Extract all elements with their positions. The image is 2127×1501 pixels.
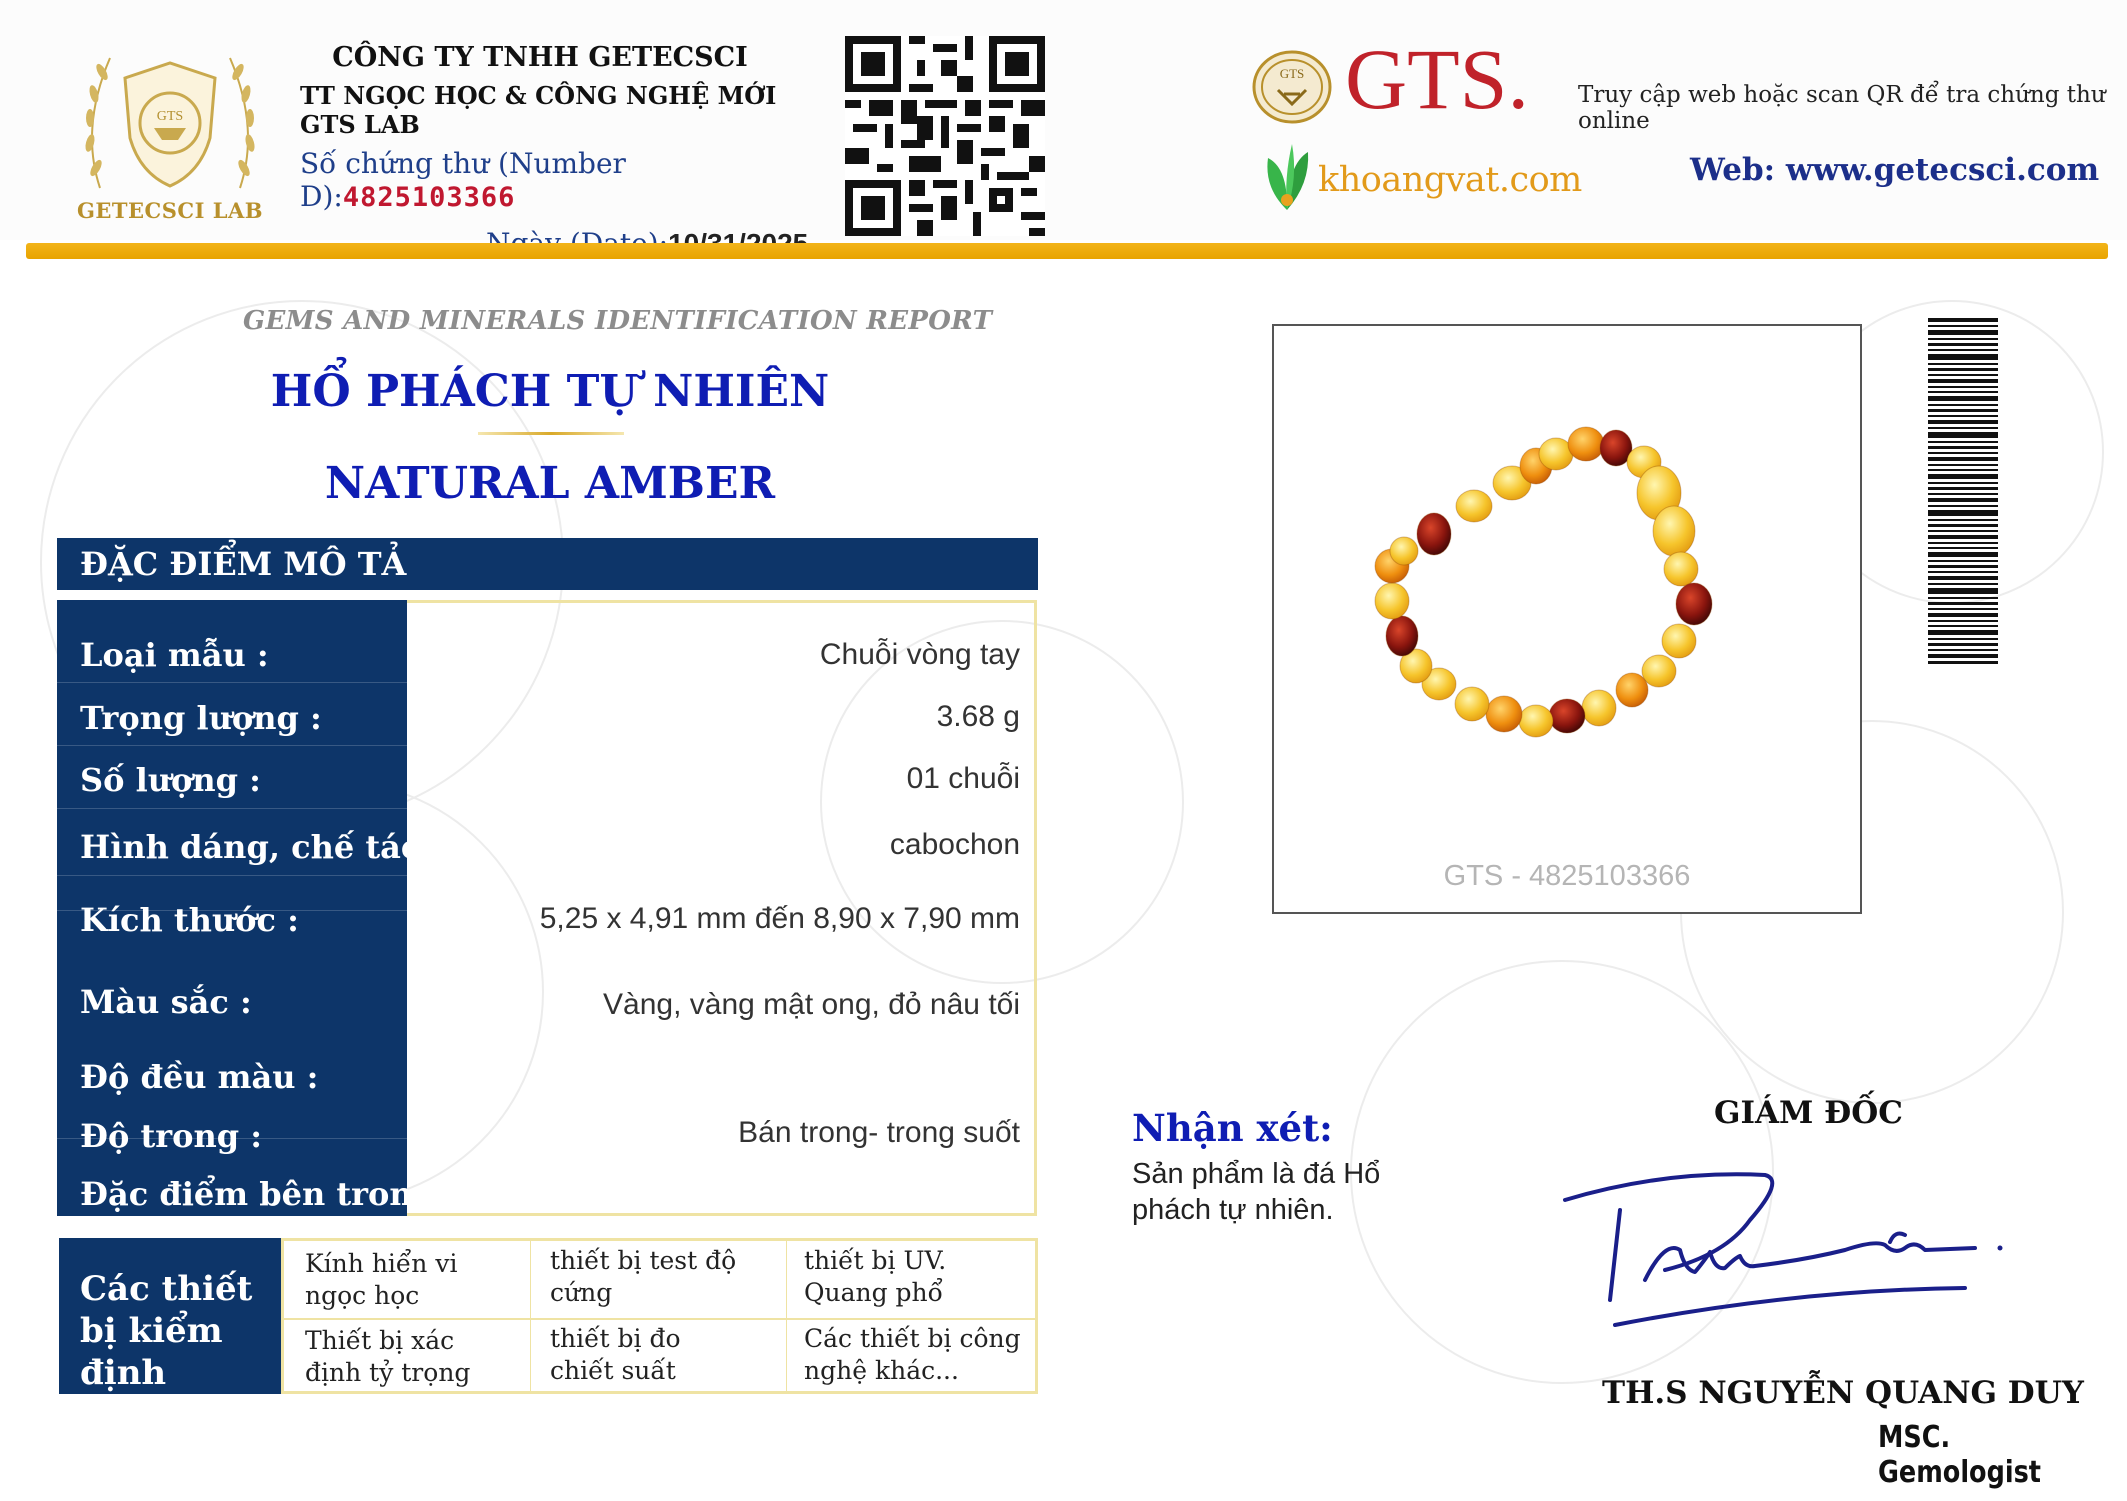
value-quantity: 01 chuỗi — [906, 762, 1020, 795]
qr-code-icon[interactable] — [845, 36, 1045, 236]
equipment-label: Các thiết bị kiểm định — [59, 1238, 281, 1394]
row-divider — [57, 808, 407, 809]
sample-photo — [1272, 324, 1862, 914]
svg-text:GTS: GTS — [156, 109, 184, 124]
title-underline — [478, 432, 624, 435]
section-header: ĐẶC ĐIỂM MÔ TẢ — [57, 538, 1038, 590]
value-color: Vàng, vàng mật ong, đỏ nâu tối — [603, 988, 1020, 1021]
barcode-icon — [1928, 318, 1998, 664]
row-divider — [57, 682, 407, 683]
value-shape: cabochon — [889, 828, 1020, 861]
label-sample-type: Loại mẫu : — [80, 636, 269, 674]
certificate-number: 4825103366 — [342, 182, 516, 213]
label-shape: Hình dáng, chế tác : — [80, 828, 444, 866]
label-color: Màu sắc : — [80, 983, 252, 1021]
report-type: GEMS AND MINERALS IDENTIFICATION REPORT — [243, 306, 993, 336]
equipment-item: thiết bị đo chiết suất — [550, 1324, 681, 1385]
svg-text:GTS: GTS — [1279, 66, 1305, 81]
stone-name-en: NATURAL AMBER — [324, 458, 776, 509]
certificate-number-line — [300, 147, 820, 213]
lab-name: GETECSCI LAB — [76, 198, 264, 223]
equipment-item: Thiết bị xác định tỷ trọng — [305, 1326, 471, 1387]
website-link[interactable]: Web: www.getecsci.com — [1690, 152, 2100, 188]
partner-logo-text[interactable]: khoangvat.com — [1318, 160, 1582, 200]
leaf-logo-icon — [1254, 138, 1320, 214]
gts-brand: GTS. — [1345, 31, 1529, 127]
equipment-item: Kính hiển vi ngọc học — [305, 1249, 458, 1310]
row-divider — [57, 875, 407, 876]
label-dimensions: Kích thước : — [80, 901, 299, 939]
signer-name: TH.S NGUYỄN QUANG DUY — [1602, 1375, 2084, 1411]
header-divider — [26, 243, 2108, 259]
value-transparency: Bán trong- trong suốt — [738, 1116, 1020, 1149]
company-subtitle: TT NGỌC HỌC & CÔNG NGHỆ MỚI GTS LAB — [300, 81, 777, 139]
value-weight: 3.68 g — [936, 700, 1020, 733]
online-check-note: Truy cập web hoặc scan QR để tra chứng thư online — [1578, 82, 2106, 134]
certificate-number-label: Số chứng thư (Number D): — [300, 147, 626, 213]
grid-divider — [786, 1240, 787, 1392]
grid-divider — [530, 1240, 531, 1392]
label-transparency: Độ trong : — [80, 1117, 263, 1155]
remark-title: Nhận xét: — [1132, 1106, 1333, 1150]
label-quantity: Số lượng : — [80, 761, 261, 799]
remark-text: Sản phẩm là đá Hổ phách tự nhiên. — [1132, 1158, 1381, 1226]
amber-bracelet-image — [1274, 326, 1860, 912]
equipment-item: Các thiết bị công nghệ khác... — [804, 1324, 1021, 1385]
stone-name-vn: HỔ PHÁCH TỰ NHIÊN — [270, 366, 830, 417]
row-divider — [57, 745, 407, 746]
company-block — [300, 42, 820, 260]
gts-emblem-icon — [1252, 50, 1332, 124]
value-sample-type: Chuỗi vòng tay — [819, 638, 1020, 671]
director-title: GIÁM ĐỐC — [1714, 1095, 1903, 1131]
label-weight: Trọng lượng : — [80, 699, 322, 737]
equipment-item: thiết bị test độ cứng — [550, 1246, 737, 1307]
signature-icon — [1545, 1160, 2025, 1340]
signer-title: MSC. Gemologist — [1878, 1420, 2041, 1490]
label-inclusions: Đặc điểm bên trong : — [80, 1175, 458, 1213]
grid-divider — [283, 1318, 1036, 1320]
photo-caption: GTS - 4825103366 — [1443, 860, 1691, 892]
company-name: CÔNG TY TNHH GETECSCI — [332, 42, 748, 73]
value-dimensions: 5,25 x 4,91 mm đến 8,90 x 7,90 mm — [539, 902, 1020, 935]
lab-emblem-icon — [70, 18, 270, 228]
label-color-uniformity: Độ đều màu : — [80, 1058, 319, 1096]
equipment-item: thiết bị UV. Quang phổ — [804, 1246, 947, 1307]
